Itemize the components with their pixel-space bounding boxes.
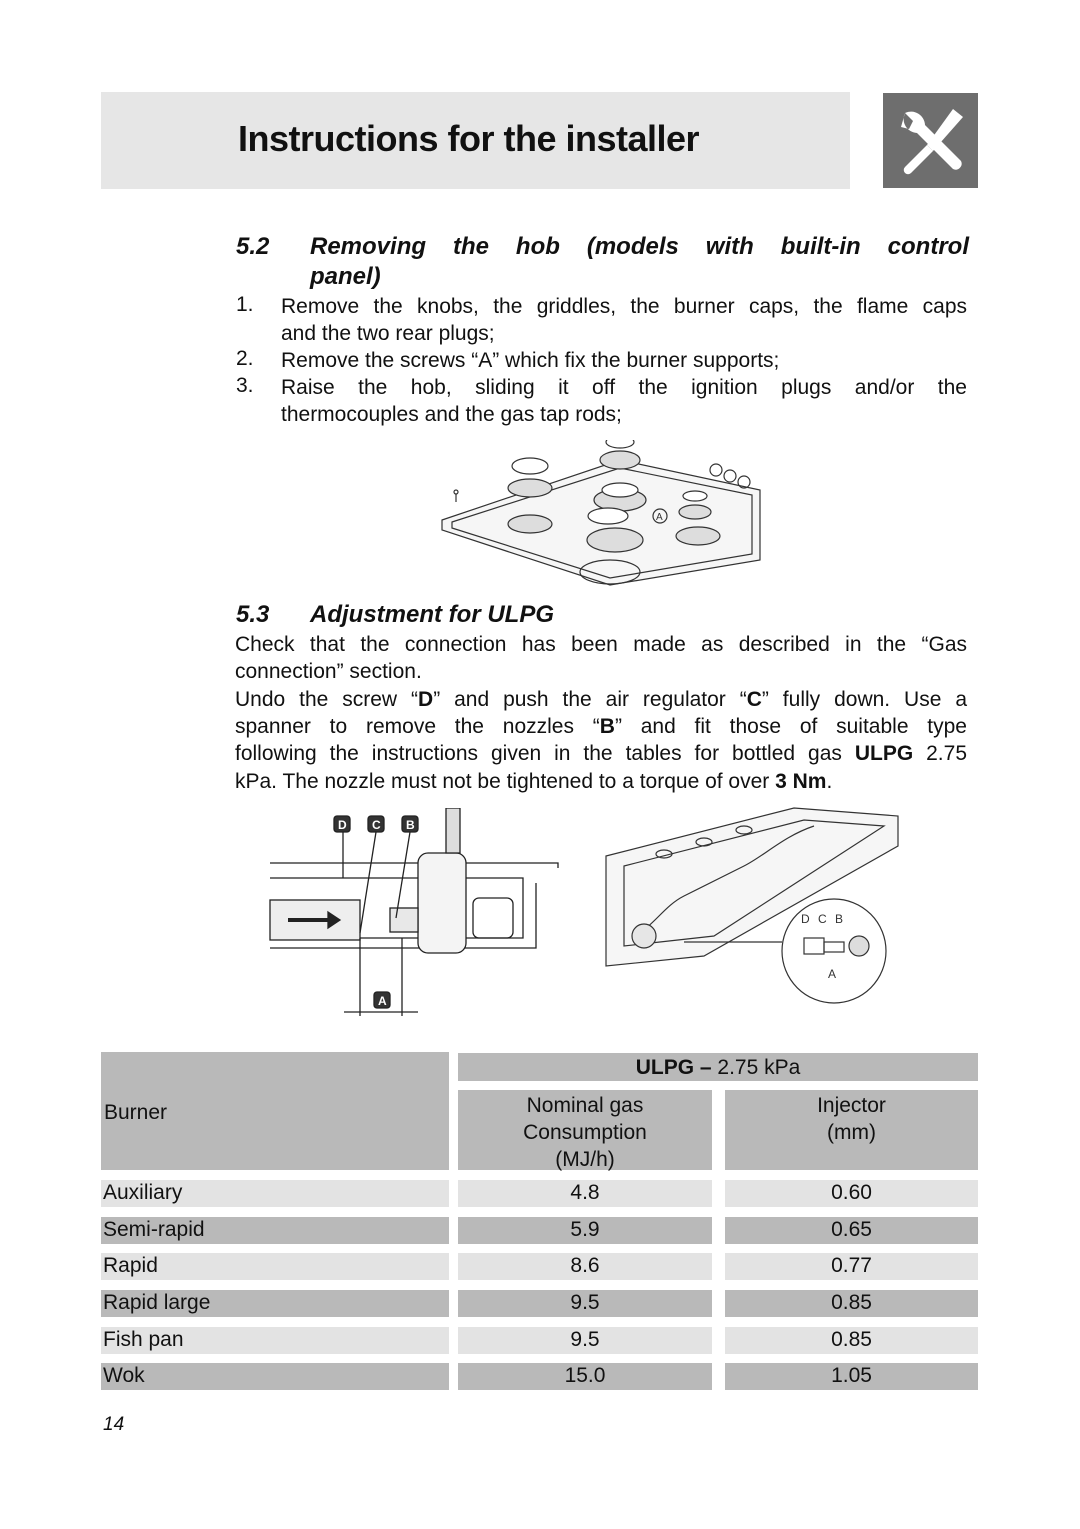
para2-line2: spanner to remove the nozzles “B” and fit those of suitable type bbox=[235, 715, 967, 738]
burner-header: Burner bbox=[104, 1101, 168, 1124]
underside-label-a: A bbox=[828, 967, 837, 981]
nozzle-section-figure bbox=[268, 808, 568, 1020]
row-injector: 0.60 bbox=[831, 1181, 872, 1204]
row-burner: Fish pan bbox=[103, 1328, 184, 1351]
step-1-number: 1. bbox=[236, 293, 254, 316]
step-2-number: 2. bbox=[236, 347, 254, 370]
row-burner: Auxiliary bbox=[103, 1181, 183, 1204]
row-consumption: 8.6 bbox=[570, 1254, 600, 1277]
row-consumption: 4.8 bbox=[570, 1181, 600, 1204]
step-3-number: 3. bbox=[236, 374, 254, 397]
underside-label-d: D bbox=[801, 912, 810, 926]
para1-line1: Check that the connection has been made as described in the “Gas bbox=[235, 633, 967, 656]
hob-figure-label-a: A bbox=[656, 512, 663, 523]
section-number-5-3: 5.3 bbox=[236, 601, 270, 628]
para2-line4: kPa. The nozzle must not be tightened to a torque of over 3 Nm. bbox=[235, 770, 833, 793]
underside-label-c: C bbox=[818, 912, 827, 926]
nozzle-label-a: A bbox=[378, 994, 387, 1008]
para2-line3: following the instructions given in the tables for bottled gas ULPG 2.75 bbox=[235, 742, 967, 765]
row-injector: 0.85 bbox=[831, 1291, 872, 1314]
row-injector: 0.65 bbox=[831, 1218, 872, 1241]
nozzle-label-b: B bbox=[406, 818, 415, 832]
consumption-header: Nominal gas Consumption (MJ/h) bbox=[523, 1094, 647, 1171]
nozzle-label-c: C bbox=[372, 818, 381, 832]
hob-underside-figure bbox=[604, 806, 900, 1004]
tools-icon bbox=[883, 93, 978, 188]
row-burner: Rapid large bbox=[103, 1291, 211, 1314]
row-burner: Rapid bbox=[103, 1254, 158, 1277]
row-injector: 0.77 bbox=[831, 1254, 872, 1277]
hob-removal-figure bbox=[440, 440, 762, 588]
section-number-5-2: 5.2 bbox=[236, 233, 270, 260]
step-3-text: Raise the hob, sliding it off the ignition plugs and/or the bbox=[281, 376, 967, 399]
nozzle-label-d: D bbox=[338, 818, 347, 832]
row-injector: 0.85 bbox=[831, 1328, 872, 1351]
page-number: 14 bbox=[103, 1414, 125, 1435]
section-title-5-2-line1: Removing the hob (models with built-in control bbox=[310, 233, 969, 260]
row-injector: 1.05 bbox=[831, 1364, 872, 1387]
row-consumption: 9.5 bbox=[570, 1328, 600, 1351]
underside-label-b: B bbox=[835, 912, 844, 926]
para2-line1: Undo the screw “D” and push the air regulator “C” fully down. Use a bbox=[235, 688, 967, 711]
step-1-text: Remove the knobs, the griddles, the burner caps, the flame caps bbox=[281, 295, 967, 318]
row-burner: Semi-rapid bbox=[103, 1218, 205, 1241]
step-1-text-cont: and the two rear plugs; bbox=[281, 322, 495, 345]
page-title: Instructions for the installer bbox=[238, 118, 700, 159]
section-title-5-3: Adjustment for ULPG bbox=[310, 601, 554, 628]
row-consumption: 15.0 bbox=[564, 1364, 606, 1387]
section-title-5-2-line2: panel) bbox=[310, 263, 381, 290]
group-header: ULPG – 2.75 kPa bbox=[635, 1056, 801, 1079]
row-consumption: 5.9 bbox=[570, 1218, 600, 1241]
step-3-text-cont: thermocouples and the gas tap rods; bbox=[281, 403, 622, 426]
row-burner: Wok bbox=[103, 1364, 145, 1387]
para1-line2: connection” section. bbox=[235, 660, 422, 683]
injector-header: Injector (mm) bbox=[817, 1094, 886, 1144]
step-2-text: Remove the screws “A” which fix the burner supports; bbox=[281, 349, 780, 372]
row-consumption: 9.5 bbox=[570, 1291, 600, 1314]
